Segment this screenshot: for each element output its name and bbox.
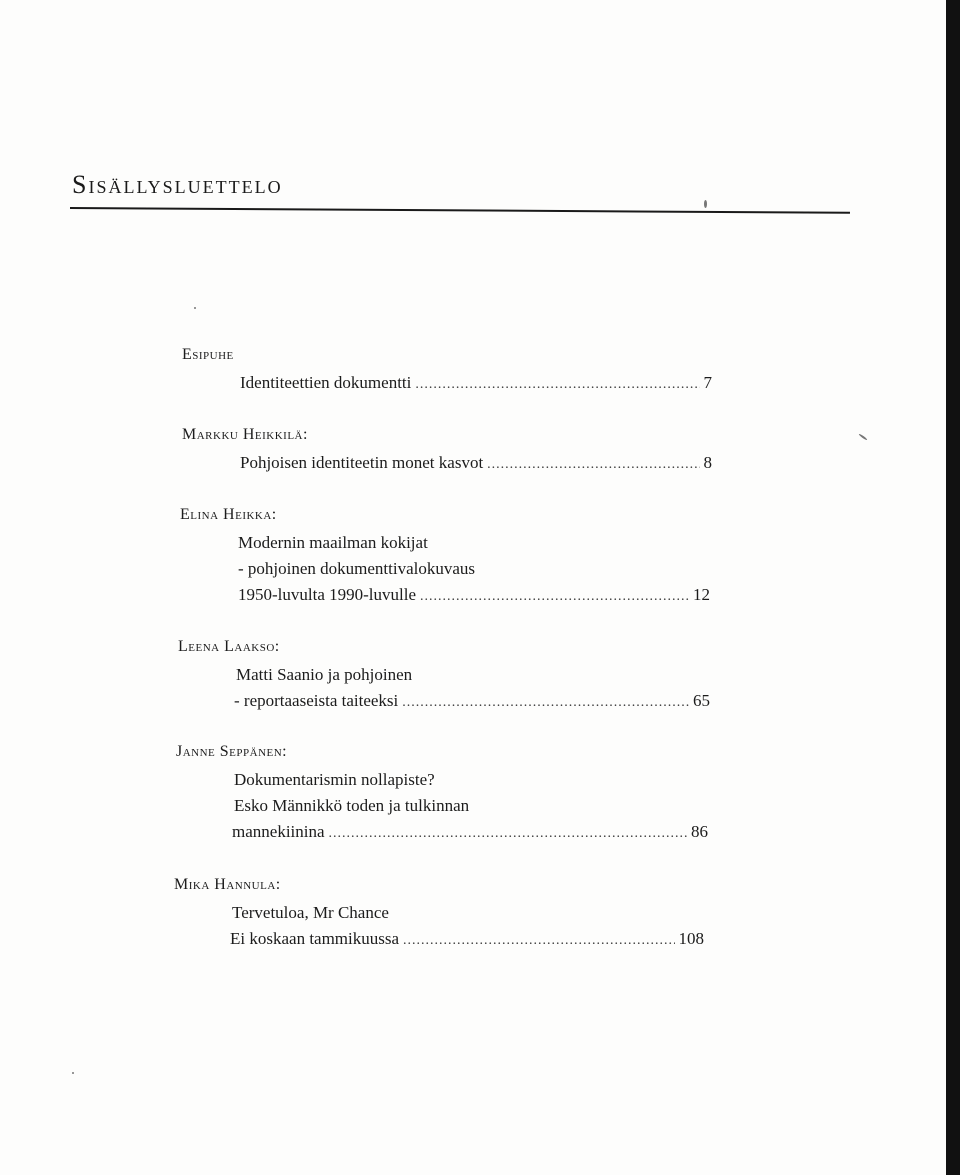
toc-page-number: 108: [678, 929, 704, 948]
toc-entry-title: 1950-luvulta 1990-luvulle: [238, 585, 417, 604]
scan-speck: [704, 200, 707, 208]
toc-line-with-page: [240, 370, 712, 398]
toc-author: Markku Heikkilä:: [182, 426, 308, 443]
toc-entry-subtitle: - reportaaseista taiteeksi: [234, 691, 399, 710]
toc-entry: [182, 426, 712, 478]
toc-entry: [182, 346, 712, 398]
toc-page-number: 86: [691, 822, 708, 841]
toc-author: Elina Heikka:: [180, 506, 277, 523]
toc-leader-dots: [403, 928, 674, 954]
toc-line-with-page: [230, 926, 704, 954]
toc-entry-title: Modernin maailman kokijat: [238, 533, 428, 552]
toc-entry-title: Tervetuloa, Mr Chance: [232, 903, 389, 922]
toc-entry-subtitle: Ei koskaan tammikuussa: [230, 929, 400, 948]
toc-entry-title: Matti Saanio ja pohjoinen: [236, 665, 413, 684]
toc-page-number: 65: [693, 691, 710, 710]
toc-page-number: 7: [703, 373, 712, 392]
toc-leader-dots: [487, 452, 699, 478]
toc-entry-subtitle: Esko Männikkö toden ja tulkinnan: [234, 796, 470, 815]
toc-line-with-page: [240, 450, 712, 478]
toc-entry-title: Dokumentarismin nollapiste?: [234, 770, 435, 789]
toc-leader-dots: [415, 372, 699, 398]
toc-author: Janne Seppänen:: [176, 743, 288, 760]
scan-speck: [194, 307, 196, 309]
toc-page-number: 12: [693, 585, 710, 604]
toc-line-with-page: [238, 582, 710, 610]
toc-entry-subtitle: - pohjoinen dokumenttivalokuvaus: [238, 559, 476, 578]
toc-entry: [176, 743, 708, 847]
page-title: Sisällysluettelo: [72, 170, 283, 199]
toc-leader-dots: [420, 584, 689, 610]
toc-entry-title: Identiteettien dokumentti: [240, 373, 412, 392]
toc-author: Leena Laakso:: [178, 638, 280, 655]
toc-line-with-page: [234, 688, 710, 716]
toc-author: Esipuhe: [182, 346, 234, 363]
toc-entry: [174, 876, 704, 954]
toc-page-number: 8: [703, 453, 712, 472]
toc-author: Mika Hannula:: [174, 876, 281, 893]
toc-entry-title: Pohjoisen identiteetin monet kasvot: [240, 453, 484, 472]
toc-entry: [178, 638, 710, 716]
toc-entry: [180, 506, 710, 610]
toc-leader-dots: [402, 690, 689, 716]
toc-line-with-page: [232, 819, 708, 847]
toc-leader-dots: [329, 821, 687, 847]
toc-entry-subtitle: mannekiinina: [232, 822, 325, 841]
scan-speck: [72, 1072, 74, 1074]
